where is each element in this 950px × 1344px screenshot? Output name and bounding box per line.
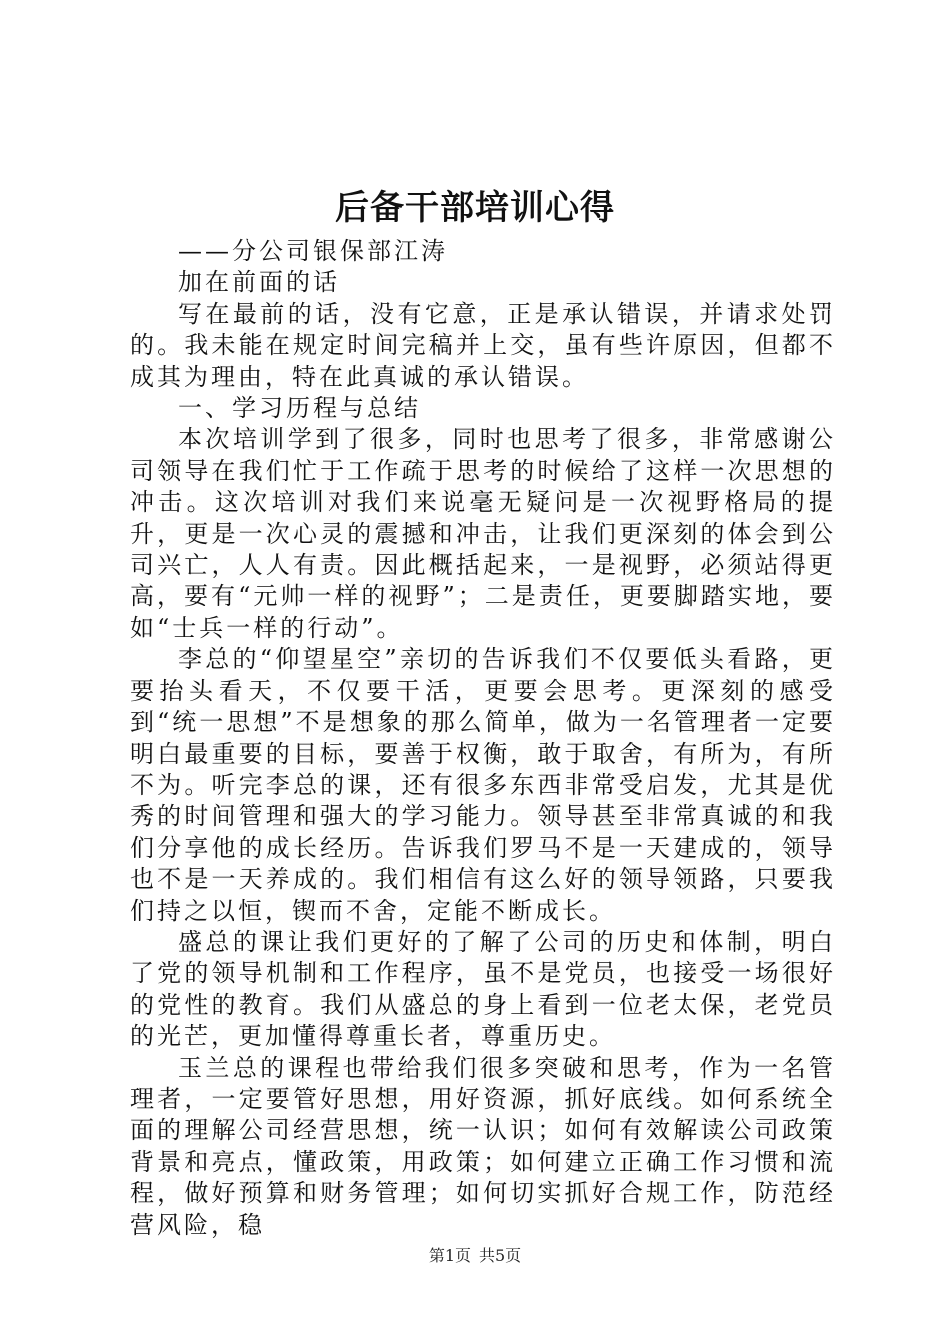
paragraph: 写在最前的话，没有它意，正是承认错误，并请求处罚的。我未能在规定时间完稿并上交，虽有些许原因，但都不成其为理由，特在此真诚的承认错误。 (130, 299, 836, 391)
paragraph: 本次培训学到了很多，同时也思考了很多，非常感谢公司领导在我们忙于工作疏于思考的时候给了这样一次思想的冲击。这次培训对我们来说毫无疑问是一次视野格局的提升，更是一次心灵的震撼和冲击，让我们更深刻的体会到公司兴亡，人人有责。因此概括起来，一是视野，必须站得更高，要有“元帅一样的视野”；二是责任，更要脚踏实地，要如“士兵一样的行动”。 (130, 425, 836, 642)
preface-heading: 加在前面的话 (178, 268, 340, 297)
document-title: 后备干部培训心得 (335, 188, 615, 228)
page-footer (0, 1245, 950, 1267)
section-heading: 一、学习历程与总结 (178, 394, 421, 423)
paragraph: 盛总的课让我们更好的了解了公司的历史和体制，明白了党的领导机制和工作程序，虽不是党员，也接受一场很好的党性的教育。我们从盛总的身上看到一位老太保，老党员的光芒，更加懂得尊重长者，尊重历史。 (130, 927, 836, 1051)
paragraph: 李总的“仰望星空”亲切的告诉我们不仅要低头看路，更要抬头看天，不仅要干活，更要会思考。更深刻的感受到“统一思想”不是想象的那么简单，做为一名管理者一定要明白最重要的目标，要善于权衡，敢于取舍，有所为，有所不为。听完李总的课，还有很多东西非常受启发，尤其是优秀的时间管理和强大的学习能力。领导甚至非常真诚的和我们分享他的成长经历。告诉我们罗马不是一天建成的，领导也不是一天养成的。我们相信有这么好的领导领路，只要我们持之以恒，锲而不舍，定能不断成长。 (130, 645, 836, 925)
paragraph: 玉兰总的课程也带给我们很多突破和思考，作为一名管理者，一定要管好思想，用好资源，抓好底线。如何系统全面的理解公司经营思想，统一认识；如何有效解读公司政策背景和亮点，懂政策，用政策；如何建立正确工作习惯和流程，做好预算和财务管理；如何切实抓好合规工作，防范经营风险，稳 (130, 1053, 836, 1239)
document-body (130, 236, 836, 1241)
page-number: 第1页 (428, 1246, 471, 1265)
page-total: 共5页 (479, 1246, 522, 1265)
author-line: ——分公司银保部江涛 (178, 237, 448, 265)
